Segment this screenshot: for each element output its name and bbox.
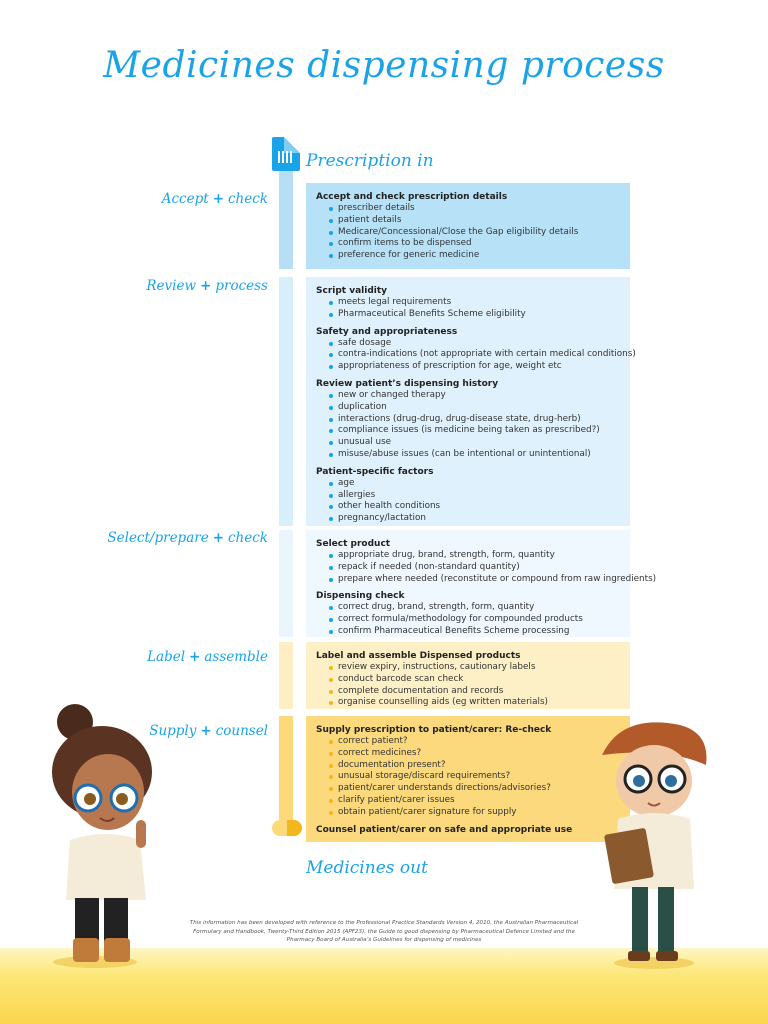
page-title: Medicines dispensing process: [103, 45, 665, 86]
pill-capsule-icon: [272, 820, 302, 836]
process-rail-label: [279, 642, 293, 709]
list-item: appropriateness of prescription for age, weight etc: [328, 361, 620, 373]
plus-icon: +: [212, 530, 224, 546]
section: [316, 538, 657, 585]
list-item: unusual storage/discard requirements?: [328, 771, 620, 783]
panel-review: [306, 277, 636, 526]
list-item: confirm Pharmaceutical Benefits Scheme processing: [328, 626, 620, 638]
list-item: obtain patient/carer signature for supply: [328, 807, 620, 819]
counsel-text: Counsel patient/carer on safe and appropriate use: [316, 824, 573, 835]
list-item: safe dosage: [328, 338, 620, 350]
list-item: interactions (drug-drug, drug-disease state, drug-herb): [328, 414, 620, 426]
list-item: Medicare/Concessional/Close the Gap eligibility details: [328, 227, 620, 239]
section: [316, 466, 620, 525]
list-item: meets legal requirements: [328, 297, 620, 309]
list-item: correct medicines?: [328, 748, 620, 760]
step-label-review: [146, 278, 268, 294]
section-title: Select product: [316, 539, 391, 549]
section-title: Dispensing check: [316, 591, 405, 602]
step-label-text: Accept: [161, 191, 209, 207]
list-item: duplication: [328, 402, 620, 414]
footnote: This information has been developed with reference to the Professional Practice Standards Version 4, 2010, the Australian Pharmaceutical Formulary and Handbook, Twenty-Third Edition 2015 (APF23), the Guide to good dispensing by Pharmaceutical Defence Limited and the Pharmacy Board of Australia’s Guidelines for dispensing of medicines: [189, 920, 579, 943]
list-item: unusual use: [328, 437, 620, 449]
list-item: patient details: [328, 215, 620, 227]
section-title: Supply prescription to patient/carer: Re-check: [316, 725, 552, 735]
process-rail-supply: [279, 716, 293, 826]
process-rail-review: [279, 277, 293, 526]
panel-supply: [306, 716, 630, 842]
step-label-text: check: [228, 191, 268, 207]
section-title: Accept and check prescription details: [316, 192, 508, 202]
process-rail-select: [279, 530, 293, 637]
section-title: Patient-specific factors: [316, 466, 434, 477]
list-item: correct patient?: [328, 736, 620, 748]
section: [316, 650, 620, 709]
list-item: documentation present?: [328, 760, 620, 772]
plus-icon: +: [189, 649, 201, 665]
step-label-label: [147, 649, 268, 665]
list-item: organise counselling aids (eg written materials): [328, 697, 620, 709]
section: [316, 378, 620, 461]
section: [316, 724, 620, 819]
step-label-text: Select/prepare: [107, 530, 209, 546]
panel-label: [306, 642, 630, 709]
section-title: Safety and appropriateness: [316, 326, 458, 337]
step-label-text: assemble: [204, 649, 268, 665]
section: [316, 191, 620, 262]
list-item: other health conditions: [328, 501, 620, 513]
prescription-in-heading: Prescription in: [306, 151, 434, 171]
step-label-text: counsel: [215, 723, 268, 739]
pharmacist-boy-illustration: [596, 715, 716, 970]
list-item: prepare where needed (reconstitute or compound from raw ingredients): [328, 574, 620, 586]
list-item: clarify patient/carer issues: [328, 795, 620, 807]
list-item: patient/carer understands directions/advisories?: [328, 783, 620, 795]
section: [316, 590, 620, 637]
section: [316, 285, 620, 321]
panel-select: [306, 530, 657, 637]
list-item: appropriate drug, brand, strength, form, quantity: [328, 550, 620, 562]
list-item: complete documentation and records: [328, 686, 620, 698]
step-label-text: process: [215, 278, 268, 294]
step-label-accept: [162, 191, 268, 207]
list-item: Pharmaceutical Benefits Scheme eligibility: [328, 309, 620, 321]
step-label-text: Label: [147, 649, 186, 665]
list-item: conduct barcode scan check: [328, 674, 620, 686]
plus-icon: +: [200, 723, 212, 739]
list-item: allergies: [328, 490, 620, 502]
step-label-select: [107, 530, 268, 546]
section-title: Review patient’s dispensing history: [316, 378, 499, 389]
list-item: compliance issues (is medicine being taken as prescribed?): [328, 425, 620, 437]
medicines-out-heading: Medicines out: [306, 858, 428, 878]
step-label-text: Supply: [149, 723, 197, 739]
list-item: age: [328, 478, 620, 490]
section-title: Script validity: [316, 286, 388, 296]
section: [316, 326, 636, 373]
list-item: correct drug, brand, strength, form, quantity: [328, 602, 620, 614]
pharmacist-girl-illustration: [40, 700, 170, 970]
list-item: contra-indications (not appropriate with certain medical conditions): [328, 349, 620, 361]
plus-icon: +: [212, 191, 224, 207]
list-item: new or changed therapy: [328, 390, 620, 402]
step-label-text: check: [228, 530, 268, 546]
list-item: misuse/abuse issues (can be intentional or unintentional): [328, 449, 620, 461]
plus-icon: +: [200, 278, 212, 294]
list-item: review expiry, instructions, cautionary labels: [328, 662, 620, 674]
list-item: prescriber details: [328, 203, 620, 215]
list-item: confirm items to be dispensed: [328, 238, 620, 250]
step-label-text: Review: [146, 278, 197, 294]
panel-accept: [306, 183, 630, 269]
prescription-document-icon: [272, 137, 300, 171]
list-item: pregnancy/lactation: [328, 513, 620, 525]
list-item: repack if needed (non-standard quantity): [328, 562, 620, 574]
list-item: preference for generic medicine: [328, 250, 620, 262]
section-title: Label and assemble Dispensed products: [316, 651, 521, 661]
process-rail-accept: [279, 170, 293, 269]
list-item: correct formula/methodology for compounded products: [328, 614, 620, 626]
